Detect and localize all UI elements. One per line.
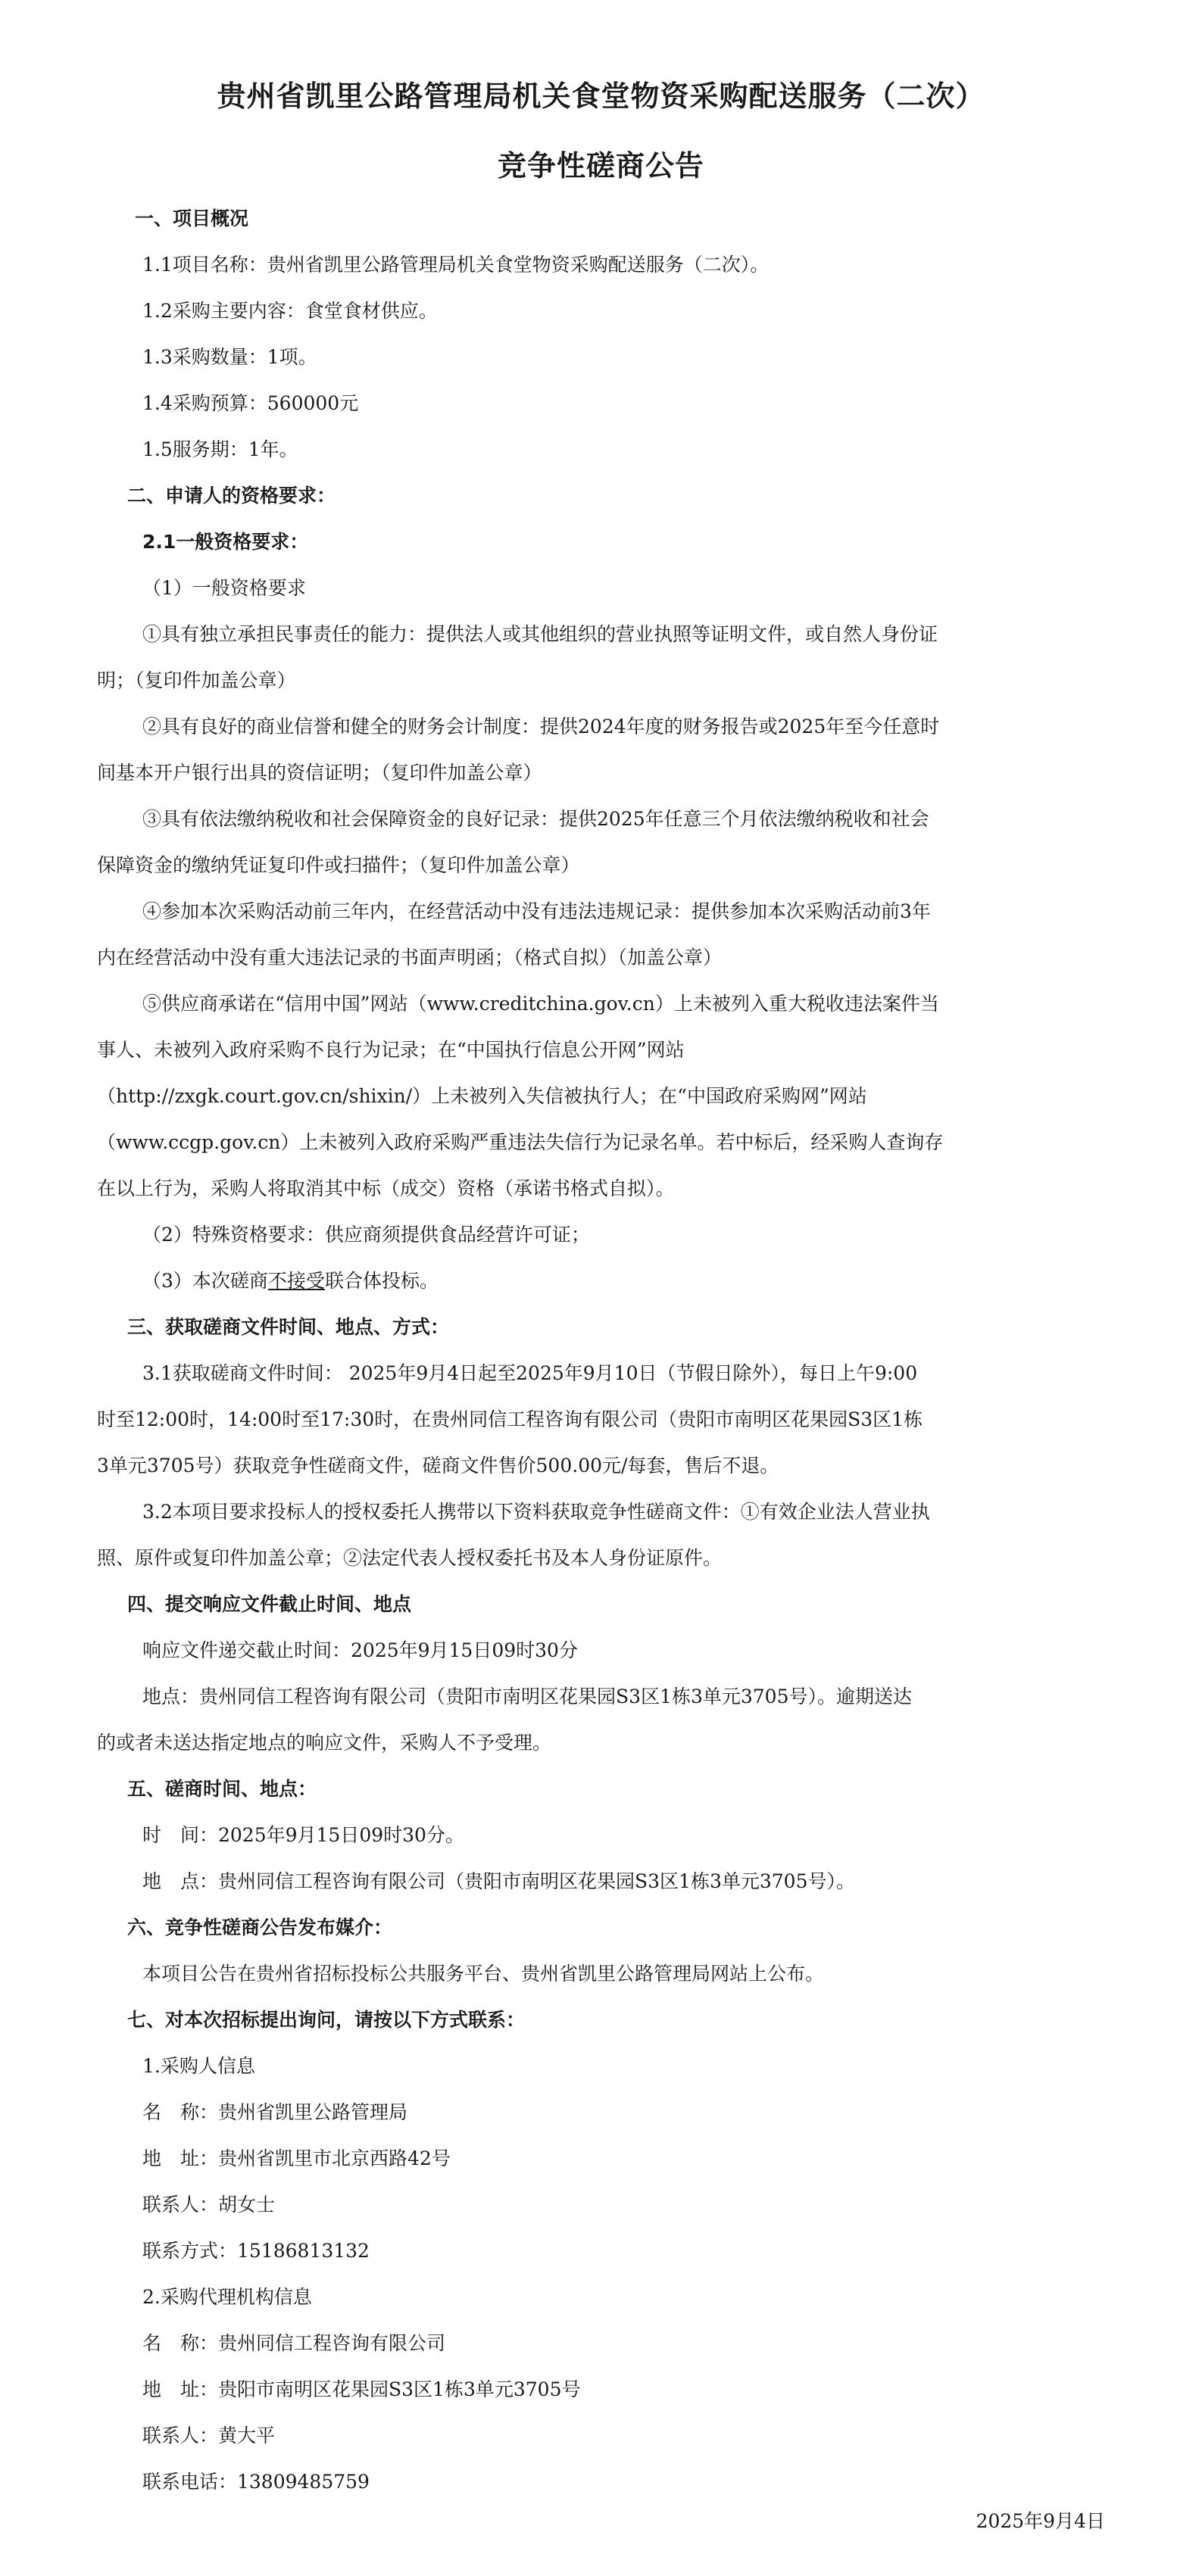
subheading-general-qualification: 2.1一般资格要求：	[142, 531, 309, 553]
section-heading-contact: 七、对本次招标提出询问，请按以下方式联系：	[127, 2009, 526, 2031]
requirement-4-line1: ④参加本次采购活动前三年内，在经营活动中没有违法违规记录：提供参加本次采购活动前3年	[142, 900, 931, 922]
procurement-budget: 1.4采购预算：560000元	[142, 392, 359, 414]
requirement-3-line1: ③具有依法缴纳税收和社会保障资金的良好记录：提供2025年任意三个月依法缴纳税收和社会	[142, 808, 929, 830]
joint-bid-suffix: 联合体投标。	[324, 1270, 439, 1292]
buyer-phone: 联系方式：15186813132	[142, 2240, 370, 2262]
section-heading-negotiation: 五、磋商时间、地点：	[127, 1778, 317, 1800]
requirement-5-line5: 在以上行为，采购人将取消其中标（成交）资格（承诺书格式自拟）。	[97, 1177, 675, 1199]
requirement-1-line2: 明；（复印件加盖公章）	[97, 669, 296, 691]
agent-contact: 联系人：黄大平	[142, 2425, 276, 2447]
requirement-2-line2: 间基本开户银行出具的资信证明；（复印件加盖公章）	[97, 762, 542, 784]
general-qualification-label: （1）一般资格要求	[142, 577, 306, 599]
obtain-time-line3: 3单元3705号）获取竞争性磋商文件，磋商文件售价500.00元/每套，售后不退。	[97, 1455, 779, 1477]
agent-phone: 联系电话：13809485759	[142, 2471, 370, 2493]
requirement-5-line4: （www.ccgp.gov.cn）上未被列入政府采购严重违法失信行为记录名单。若中标后，经采购人查询存	[97, 1131, 944, 1153]
joint-bid-statement	[97, 1258, 1104, 1304]
publication-media: 本项目公告在贵州省招标投标公共服务平台、贵州省凯里公路管理局网站上公布。	[142, 1963, 825, 1985]
requirement-3-line2: 保障资金的缴纳凭证复印件或扫描件；（复印件加盖公章）	[97, 854, 580, 876]
buyer-name: 名 称：贵州省凯里公路管理局	[142, 2101, 408, 2123]
document-title-line1: 贵州省凯里公路管理局机关食堂物资采购配送服务（二次）	[217, 80, 985, 113]
service-period: 1.5服务期：1年。	[142, 438, 298, 460]
joint-bid-underlined: 不接受	[267, 1270, 325, 1292]
section-heading-submission: 四、提交响应文件截止时间、地点	[127, 1593, 412, 1615]
obtain-time-line1: 3.1获取磋商文件时间： 2025年9月4日起至2025年9月10日（节假日除外），每日上午9:00	[142, 1362, 918, 1384]
agent-info-heading: 2.采购代理机构信息	[142, 2286, 312, 2308]
section-heading-obtain-documents: 三、获取磋商文件时间、地点、方式：	[127, 1316, 450, 1338]
agent-address: 地 址：贵阳市南明区花果园S3区1栋3单元3705号	[142, 2378, 581, 2400]
buyer-info-heading: 1.采购人信息	[142, 2055, 255, 2077]
section-heading-qualification: 二、申请人的资格要求：	[127, 485, 336, 507]
submission-deadline: 响应文件递交截止时间：2025年9月15日09时30分	[142, 1639, 578, 1661]
buyer-address: 地 址：贵州省凯里市北京西路42号	[142, 2147, 451, 2169]
agent-name: 名 称：贵州同信工程咨询有限公司	[142, 2332, 446, 2354]
submission-location-line1: 地点：贵州同信工程咨询有限公司（贵阳市南明区花果园S3区1栋3单元3705号）。逾期送达	[142, 1686, 912, 1707]
obtain-materials-line1: 3.2本项目要求投标人的授权委托人携带以下资料获取竞争性磋商文件：①有效企业法人营业执	[142, 1501, 930, 1523]
requirement-4-line2: 内在经营活动中没有重大违法记录的书面声明函；（格式自拟）（加盖公章）	[97, 947, 723, 968]
obtain-materials-line2: 照、原件或复印件加盖公章；②法定代表人授权委托书及本人身份证原件。	[97, 1547, 723, 1569]
document-date: 2025年9月4日	[976, 2510, 1105, 2532]
document-body	[97, 195, 1104, 2505]
requirement-5-line1: ⑤供应商承诺在“信用中国”网站（www.creditchina.gov.cn）上未被列入重大税收违法案件当	[142, 993, 939, 1015]
negotiation-place: 地 点：贵州同信工程咨询有限公司（贵阳市南明区花果园S3区1栋3单元3705号）。	[142, 1870, 855, 1892]
special-qualification: （2）特殊资格要求：供应商须提供食品经营许可证；	[142, 1224, 590, 1246]
submission-location-line2: 的或者未送达指定地点的响应文件，采购人不予受理。	[97, 1732, 552, 1754]
procurement-quantity: 1.3采购数量：1项。	[142, 346, 317, 368]
procurement-content: 1.2采购主要内容：食堂食材供应。	[142, 300, 438, 322]
requirement-5-line2: 事人、未被列入政府采购不良行为记录；在“中国执行信息公开网”网站	[97, 1039, 685, 1061]
negotiation-time: 时 间：2025年9月15日09时30分。	[142, 1824, 464, 1846]
requirement-1-line1: ①具有独立承担民事责任的能力：提供法人或其他组织的营业执照等证明文件，或自然人身份证	[142, 623, 938, 645]
document-title-line2: 竞争性磋商公告	[497, 149, 704, 182]
obtain-time-line2: 时至12:00时，14:00时至17:30时，在贵州同信工程咨询有限公司（贵阳市南明区花果园S3区1栋	[97, 1408, 923, 1430]
section-heading-overview: 一、项目概况	[135, 207, 249, 229]
joint-bid-prefix: （3）本次磋商	[142, 1270, 268, 1292]
section-heading-media: 六、竞争性磋商公告发布媒介：	[127, 1916, 393, 1938]
buyer-contact: 联系人：胡女士	[142, 2194, 276, 2216]
project-name: 1.1项目名称：贵州省凯里公路管理局机关食堂物资采购配送服务（二次）。	[142, 254, 770, 276]
requirement-2-line1: ②具有良好的商业信誉和健全的财务会计制度：提供2024年度的财务报告或2025年至今任意时	[142, 716, 940, 738]
requirement-5-line3: （http://zxgk.court.gov.cn/shixin/）上未被列入失信被执行人；在“中国政府采购网”网站	[97, 1085, 867, 1107]
